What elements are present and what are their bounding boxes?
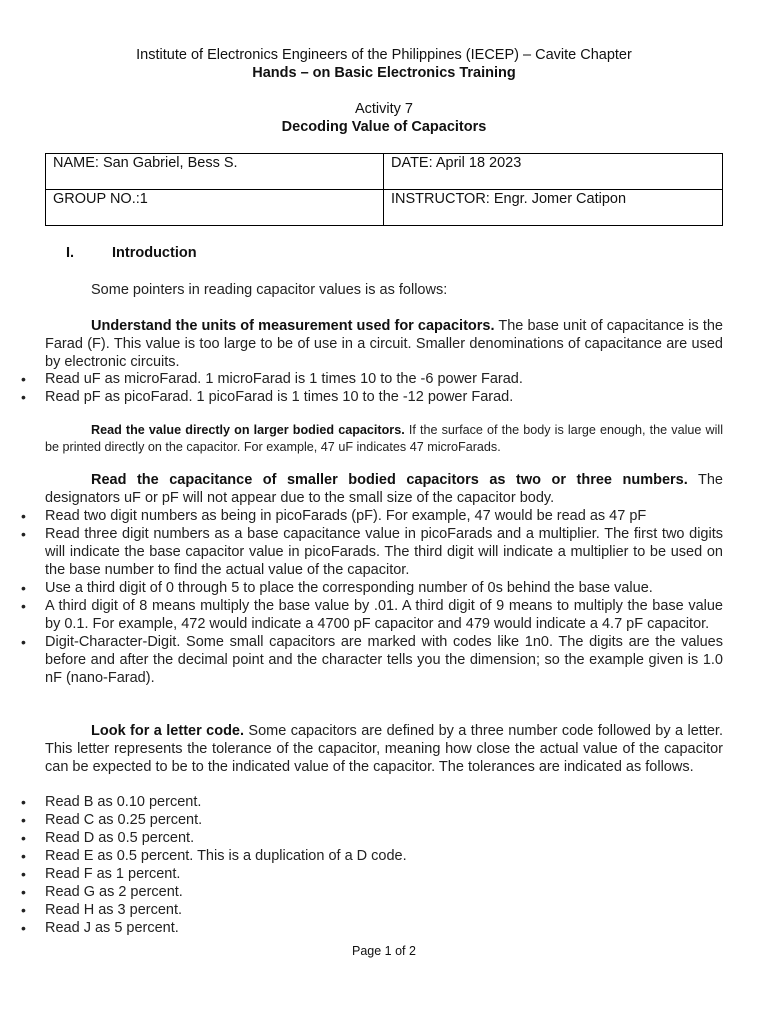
list-item: • Read two digit numbers as being in picoFarads (pF). For example, 47 would be read as 47 pF <box>21 508 647 524</box>
letter-text: Some capacitors are defined by a three number code followed by a letter. This letter represents the tolerance of the capacitor, meaning how close the actual value of the capacitor can be expected to be to the indicated value of the capacitor. The tolerances are indicated as follows. <box>45 723 723 775</box>
page-number: Page 1 of 2 <box>352 944 416 958</box>
bullet-icon: • <box>21 848 26 864</box>
activity-number: Activity 7 <box>354 101 413 117</box>
letter-heading: Look for a letter code. <box>91 723 245 739</box>
group-cell: GROUP NO.:1 <box>46 190 384 226</box>
bullet-icon: • <box>21 902 26 918</box>
section-title: Introduction <box>112 245 197 261</box>
list-item: • Read D as 0.5 percent. <box>21 830 195 846</box>
instructor-cell: INSTRUCTOR: Engr. Jomer Catipon <box>384 190 723 226</box>
bullet-icon: • <box>21 508 26 524</box>
list-item: • Digit-Character-Digit. Some small capacitors are marked with codes like 1n0. The digits are the values before and after the decimal point and the character tells you the dimension; so the example given is 1.0 nF (nano-Farad). <box>21 634 723 686</box>
larger-text: If the surface of the body is large enough, the value will be printed directly on the capacitor. For example, 47 uF indicates 47 microFarads. <box>45 423 723 454</box>
student-info-table <box>45 153 723 226</box>
list-item: • Read three digit numbers as a base capacitance value in picoFarads and a multiplier. The first two digits will indicate the base capacitor value in picoFarads. The third digit will indicate a multiplier to be used on the base number to find the actual value of the capacitor. <box>21 526 723 578</box>
table-row <box>46 190 723 226</box>
larger-heading: Read the value directly on larger bodied capacitors. <box>91 423 405 437</box>
letter-paragraph <box>45 722 723 776</box>
bullet-icon: • <box>21 580 26 596</box>
intro-paragraph: Some pointers in reading capacitor values is as follows: <box>91 282 448 298</box>
list-item: • Read G as 2 percent. <box>21 884 183 900</box>
smaller-paragraph <box>45 471 723 507</box>
activity-title: Decoding Value of Capacitors <box>281 119 487 135</box>
list-item: • Read B as 0.10 percent. <box>21 794 202 810</box>
bullet-icon: • <box>21 389 26 405</box>
units-text: The base unit of capacitance is the Farad (F). This value is too large to be of use in a circuit. Smaller denominations of capacitance are used by electronic circuits. <box>45 318 723 370</box>
list-item: • A third digit of 8 means multiply the base value by .01. A third digit of 9 means to multiply the base value by 0.1. For example, 472 would indicate a 4700 pF capacitor and 479 would indicate a 4.7 pF capacitor. <box>21 598 723 632</box>
units-list <box>0 370 723 406</box>
bullet-icon: • <box>21 634 26 650</box>
org-heading: Institute of Electronics Engineers of the Philippines (IECEP) – Cavite Chapter <box>136 47 632 63</box>
list-item: • Read E as 0.5 percent. This is a duplication of a D code. <box>21 848 407 864</box>
name-cell: NAME: San Gabriel, Bess S. <box>46 154 384 190</box>
units-heading: Understand the units of measurement used for capacitors. <box>91 318 495 334</box>
bullet-icon: • <box>21 371 26 387</box>
bullet-icon: • <box>21 830 26 846</box>
bullet-icon: • <box>21 920 26 936</box>
units-paragraph <box>45 317 723 371</box>
letter-list <box>0 793 723 937</box>
smaller-text: The designators uF or pF will not appear due to the small size of the capacitor body. <box>45 472 723 506</box>
bullet-icon: • <box>21 812 26 828</box>
list-item: • Use a third digit of 0 through 5 to place the corresponding number of 0s behind the base value. <box>21 580 653 596</box>
section-number: I. <box>66 245 75 261</box>
bullet-icon: • <box>21 866 26 882</box>
bullet-icon: • <box>21 598 26 614</box>
table-row <box>46 154 723 190</box>
training-heading: Hands – on Basic Electronics Training <box>252 65 516 81</box>
smaller-list <box>0 507 723 687</box>
bullet-icon: • <box>21 526 26 542</box>
smaller-heading: Read the capacitance of smaller bodied capacitors as two or three numbers. <box>91 472 688 488</box>
date-cell: DATE: April 18 2023 <box>384 154 723 190</box>
bullet-icon: • <box>21 794 26 810</box>
list-item: • Read uF as microFarad. 1 microFarad is 1 times 10 to the -6 power Farad. <box>21 371 523 387</box>
section-heading <box>66 244 197 262</box>
list-item: • Read C as 0.25 percent. <box>21 812 203 828</box>
list-item: • Read pF as picoFarad. 1 picoFarad is 1 times 10 to the -12 power Farad. <box>21 389 514 405</box>
bullet-icon: • <box>21 884 26 900</box>
list-item: • Read H as 3 percent. <box>21 902 183 918</box>
list-item: • Read F as 1 percent. <box>21 866 181 882</box>
list-item: • Read J as 5 percent. <box>21 920 179 936</box>
larger-paragraph <box>45 422 723 456</box>
